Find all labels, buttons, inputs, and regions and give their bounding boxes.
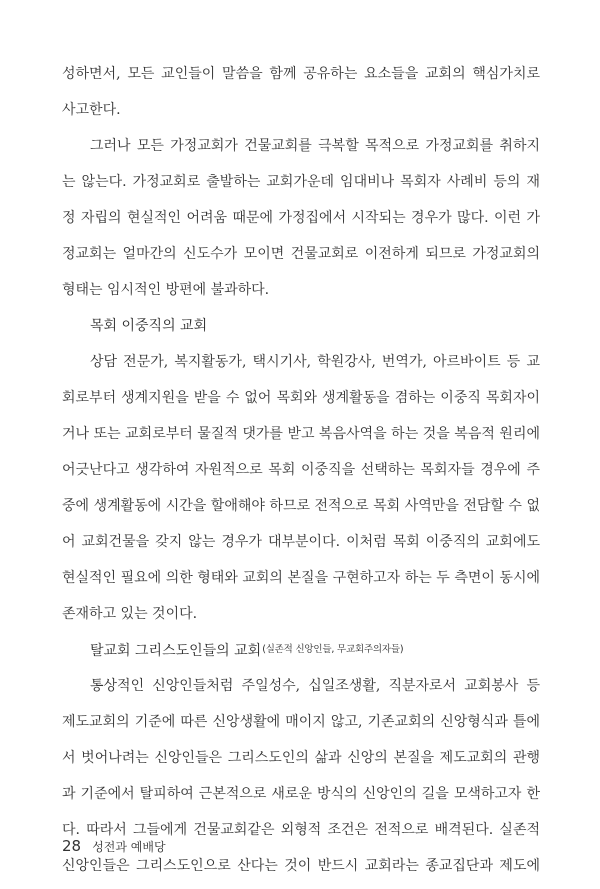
paragraph-block-2 (62, 344, 540, 632)
text-line: 현실적인 필요에 의한 형태와 교회의 본질을 구현하고자 하는 두 측면이 동시에 (62, 570, 540, 586)
text-line: 서 벗어나려는 신앙인들은 그리스도인의 삶과 신앙의 본질을 제도교회의 관행 (62, 750, 540, 766)
text-line: 정 자립의 현실적인 어려움 때문에 가정집에서 시작되는 경우가 많다. 이런 가 (62, 210, 540, 226)
text-line: 거나 또는 교회로부터 물질적 댓가를 받고 복음사역을 하는 것을 복음적 원리에 (62, 426, 540, 442)
heading-text: 탈교회 그리스도인들의 교회 (90, 643, 262, 659)
text-line: 중에 생계활동에 시간을 할애해야 하므로 전적으로 목회 사역만을 전담할 수 없 (62, 498, 540, 514)
section-heading-dual-role-ministry (62, 308, 540, 344)
text-line: 그러나 모든 가정교회가 건물교회를 극복할 목적으로 가정교회를 취하지 (90, 138, 540, 154)
text-line: 다. 따라서 그들에게 건물교회같은 외형적 조건은 전적으로 배격된다. 실존적 (62, 822, 540, 838)
page-body (62, 56, 540, 884)
text-line: 어 교회건물을 갖지 않는 경우가 대부분이다. 이처럼 목회 이중직의 교회에도 (62, 534, 540, 550)
heading-subtitle: (실존적 신앙인들, 무교회주의자들) (262, 644, 404, 655)
text-line: 제도교회의 기준에 따른 신앙생활에 매이지 않고, 기존교회의 신앙형식과 틀에 (62, 714, 540, 730)
section-heading-post-church-christians (62, 632, 540, 668)
page-footer (62, 836, 166, 856)
text-line: 정교회는 얼마간의 신도수가 모이면 건물교회로 이전하게 되므로 가정교회의 (62, 246, 540, 262)
running-title: 성전과 예배당 (92, 840, 166, 854)
text-line: 형태는 임시적인 방편에 불과하다. (62, 282, 270, 298)
page-number: 28 (62, 837, 82, 855)
text-line: 과 기준에서 탈피하여 근본적으로 새로운 방식의 신앙인의 길을 모색하고자 한 (62, 786, 540, 802)
text-line: 통상적인 신앙인들처럼 주일성수, 십일조생활, 직분자로서 교회봉사 등 (90, 678, 540, 694)
text-line: 사고한다. (62, 102, 121, 118)
text-line: 어긋난다고 생각하여 자원적으로 목회 이중직을 선택하는 목회자들 경우에 주 (62, 462, 540, 478)
text-line: 상담 전문가, 복지활동가, 택시기사, 학원강사, 번역가, 아르바이트 등 교 (90, 354, 540, 370)
text-line: 신앙인들은 그리스도인으로 산다는 것이 반드시 교회라는 종교집단과 제도에 (62, 858, 540, 874)
heading-text: 목회 이중직의 교회 (90, 318, 208, 334)
text-line: 회로부터 생계지원을 받을 수 없어 목회와 생계활동을 겸하는 이중직 목회자이 (62, 390, 540, 406)
text-line: 성하면서, 모든 교인들이 말씀을 함께 공유하는 요소들을 교회의 핵심가치로 (62, 66, 540, 82)
paragraph-block-1 (62, 56, 540, 308)
text-line: 존재하고 있는 것이다. (62, 606, 198, 622)
text-line: 는 않는다. 가정교회로 출발하는 교회가운데 임대비나 목회자 사례비 등의 재 (62, 174, 540, 190)
